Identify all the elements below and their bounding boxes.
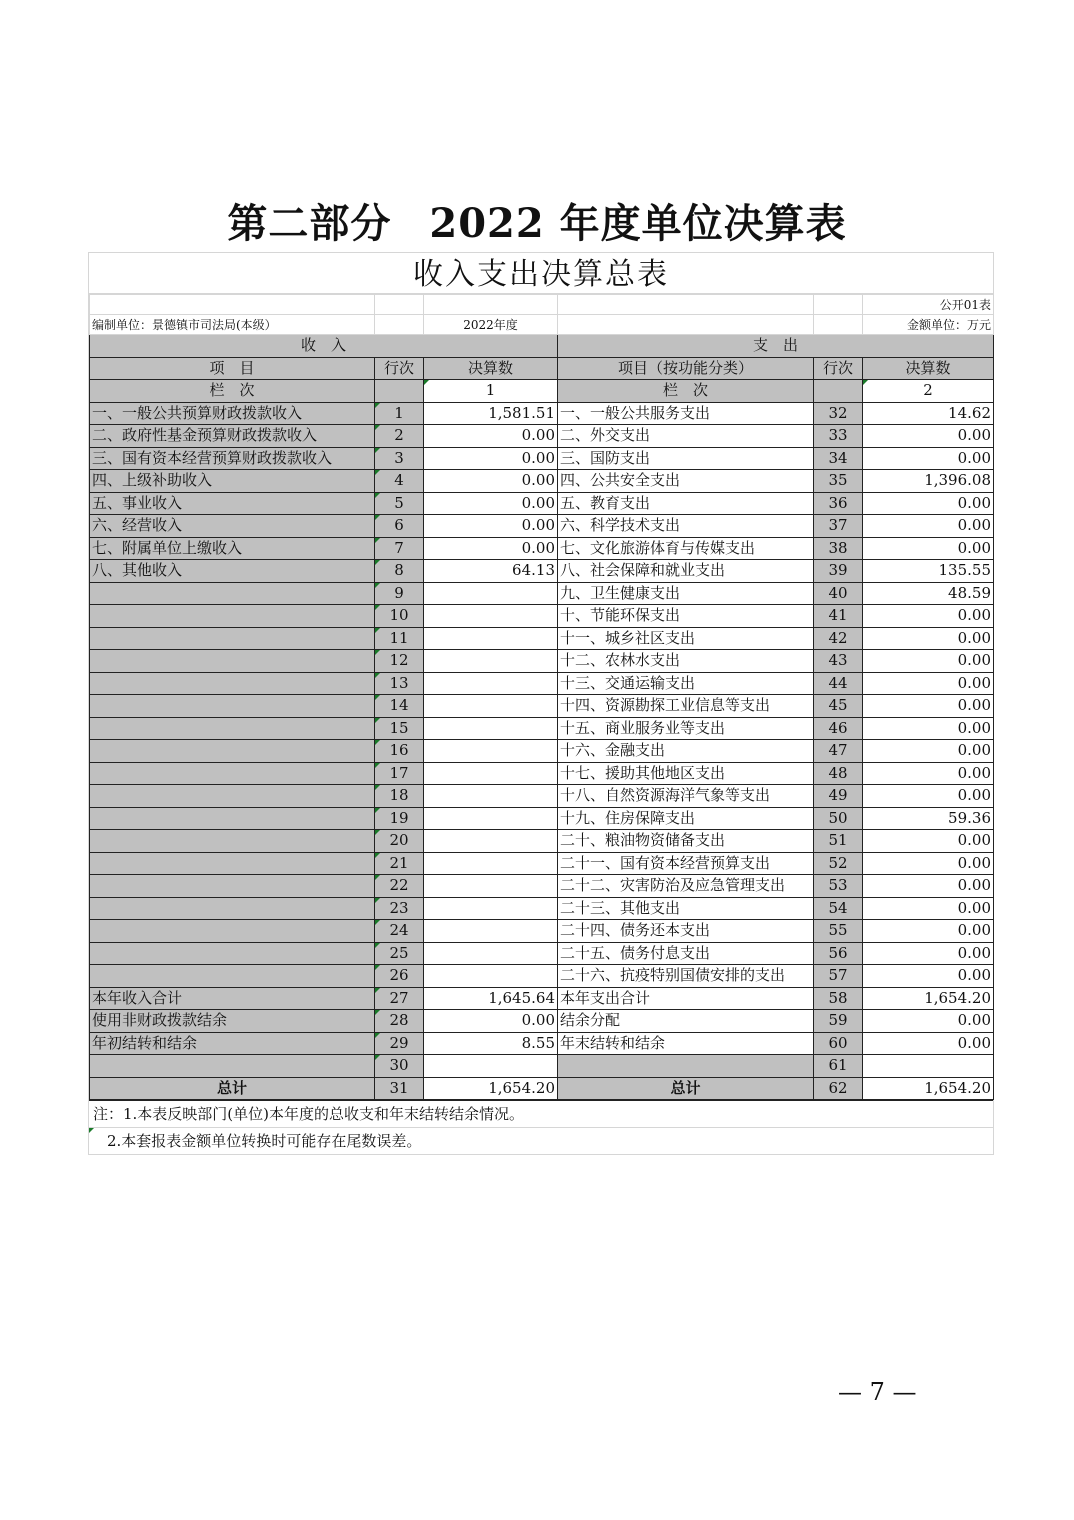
income-amount xyxy=(424,965,558,988)
table-row xyxy=(90,425,994,448)
expense-line: 49 xyxy=(814,785,863,808)
expense-amount: 0.00 xyxy=(863,425,994,448)
income-line: 28 xyxy=(375,1010,424,1033)
col-index-label-2: 栏 次 xyxy=(558,380,814,403)
income-item xyxy=(90,830,375,853)
income-line: 25 xyxy=(375,942,424,965)
table-row xyxy=(90,605,994,628)
expense-item: 十四、资源勘探工业信息等支出 xyxy=(558,695,814,718)
expense-line: 45 xyxy=(814,695,863,718)
col-index-label: 栏 次 xyxy=(90,380,375,403)
expense-total-label: 总计 xyxy=(558,1077,814,1100)
expense-amount: 0.00 xyxy=(863,492,994,515)
income-amount xyxy=(424,807,558,830)
income-item xyxy=(90,605,375,628)
income-line: 10 xyxy=(375,605,424,628)
col-index-expense: 2 xyxy=(863,380,994,403)
income-line: 24 xyxy=(375,920,424,943)
income-item xyxy=(90,717,375,740)
expense-amount: 0.00 xyxy=(863,785,994,808)
table-row xyxy=(90,672,994,695)
expense-item: 六、科学技术支出 xyxy=(558,515,814,538)
income-line: 26 xyxy=(375,965,424,988)
income-line: 17 xyxy=(375,762,424,785)
expense-line: 61 xyxy=(814,1055,863,1078)
expense-total-line: 62 xyxy=(814,1077,863,1100)
expense-line: 59 xyxy=(814,1010,863,1033)
expense-item: 十七、援助其他地区支出 xyxy=(558,762,814,785)
table-row xyxy=(90,537,994,560)
table-row xyxy=(90,402,994,425)
income-item xyxy=(90,740,375,763)
expense-amount: 1,654.20 xyxy=(863,987,994,1010)
expense-amount: 59.36 xyxy=(863,807,994,830)
table-row xyxy=(90,830,994,853)
expense-amount: 0.00 xyxy=(863,897,994,920)
income-amount: 8.55 xyxy=(424,1032,558,1055)
income-line: 30 xyxy=(375,1055,424,1078)
income-line: 23 xyxy=(375,897,424,920)
income-amount: 0.00 xyxy=(424,447,558,470)
income-header: 收 入 xyxy=(90,335,558,358)
table-row xyxy=(90,942,994,965)
income-line: 4 xyxy=(375,470,424,493)
col-line: 行次 xyxy=(375,357,424,380)
expense-line: 43 xyxy=(814,650,863,673)
income-item: 七、附属单位上缴收入 xyxy=(90,537,375,560)
income-line: 12 xyxy=(375,650,424,673)
expense-amount: 0.00 xyxy=(863,830,994,853)
expense-item: 一、一般公共服务支出 xyxy=(558,402,814,425)
income-line: 2 xyxy=(375,425,424,448)
expense-line: 38 xyxy=(814,537,863,560)
expense-amount: 0.00 xyxy=(863,740,994,763)
table-row xyxy=(90,492,994,515)
income-amount xyxy=(424,605,558,628)
income-line: 19 xyxy=(375,807,424,830)
income-item xyxy=(90,1055,375,1078)
income-amount: 1,581.51 xyxy=(424,402,558,425)
final-accounts-sheet xyxy=(88,252,994,1155)
table-row xyxy=(90,785,994,808)
income-line: 14 xyxy=(375,695,424,718)
income-line: 1 xyxy=(375,402,424,425)
income-item xyxy=(90,627,375,650)
table-row xyxy=(90,897,994,920)
expense-amount: 0.00 xyxy=(863,942,994,965)
income-line: 27 xyxy=(375,987,424,1010)
income-total-amount: 1,654.20 xyxy=(424,1077,558,1100)
income-line: 29 xyxy=(375,1032,424,1055)
expense-amount: 0.00 xyxy=(863,875,994,898)
table-row xyxy=(90,582,994,605)
compiling-unit: 编制单位：景德镇市司法局(本级） xyxy=(90,315,375,335)
expense-item: 年末结转和结余 xyxy=(558,1032,814,1055)
expense-line: 55 xyxy=(814,920,863,943)
income-item: 本年收入合计 xyxy=(90,987,375,1010)
info-row-unit xyxy=(90,315,994,335)
income-amount: 0.00 xyxy=(424,537,558,560)
table-row xyxy=(90,515,994,538)
table-row xyxy=(90,627,994,650)
column-index-row xyxy=(90,380,994,403)
income-line: 5 xyxy=(375,492,424,515)
income-amount xyxy=(424,1055,558,1078)
table-row xyxy=(90,740,994,763)
income-total-line: 31 xyxy=(375,1077,424,1100)
expense-line: 50 xyxy=(814,807,863,830)
expense-amount: 0.00 xyxy=(863,920,994,943)
expense-item: 十、节能环保支出 xyxy=(558,605,814,628)
expense-amount: 0.00 xyxy=(863,695,994,718)
income-line: 9 xyxy=(375,582,424,605)
table-row xyxy=(90,1010,994,1033)
income-expense-table xyxy=(89,294,994,1100)
income-amount xyxy=(424,830,558,853)
expense-line: 40 xyxy=(814,582,863,605)
expense-item: 二、外交支出 xyxy=(558,425,814,448)
income-item xyxy=(90,920,375,943)
income-item xyxy=(90,852,375,875)
col-index-income: 1 xyxy=(424,380,558,403)
income-line: 15 xyxy=(375,717,424,740)
table-row xyxy=(90,650,994,673)
expense-amount: 135.55 xyxy=(863,560,994,583)
expense-line: 57 xyxy=(814,965,863,988)
expense-line: 60 xyxy=(814,1032,863,1055)
income-amount xyxy=(424,942,558,965)
income-amount: 64.13 xyxy=(424,560,558,583)
income-amount xyxy=(424,875,558,898)
expense-line: 42 xyxy=(814,627,863,650)
expense-item: 二十二、灾害防治及应急管理支出 xyxy=(558,875,814,898)
expense-line: 47 xyxy=(814,740,863,763)
col-amount: 决算数 xyxy=(424,357,558,380)
table-row xyxy=(90,560,994,583)
income-line: 6 xyxy=(375,515,424,538)
note-1: 注：1.本表反映部门(单位)本年度的总收支和年末结转结余情况。 xyxy=(93,1105,525,1123)
income-line: 18 xyxy=(375,785,424,808)
table-row xyxy=(90,807,994,830)
table-row xyxy=(90,920,994,943)
income-amount: 1,645.64 xyxy=(424,987,558,1010)
table-row xyxy=(90,987,994,1010)
income-amount xyxy=(424,582,558,605)
table-row xyxy=(90,695,994,718)
table-row xyxy=(90,1032,994,1055)
expense-item: 十九、住房保障支出 xyxy=(558,807,814,830)
expense-amount: 0.00 xyxy=(863,965,994,988)
expense-item: 十六、金融支出 xyxy=(558,740,814,763)
part-label: 第二部分 xyxy=(227,200,392,247)
income-line: 22 xyxy=(375,875,424,898)
expense-line: 54 xyxy=(814,897,863,920)
income-item xyxy=(90,965,375,988)
income-line: 20 xyxy=(375,830,424,853)
expense-item: 十八、自然资源海洋气象等支出 xyxy=(558,785,814,808)
expense-line: 39 xyxy=(814,560,863,583)
income-item: 二、政府性基金预算财政拨款收入 xyxy=(90,425,375,448)
expense-line: 56 xyxy=(814,942,863,965)
note-2: 2.本套报表金额单位转换时可能存在尾数误差。 xyxy=(89,1127,993,1154)
expense-item: 本年支出合计 xyxy=(558,987,814,1010)
expense-item xyxy=(558,1055,814,1078)
income-item: 六、经营收入 xyxy=(90,515,375,538)
income-item: 一、一般公共预算财政拨款收入 xyxy=(90,402,375,425)
income-item xyxy=(90,942,375,965)
expense-item: 二十五、债务付息支出 xyxy=(558,942,814,965)
expense-line: 44 xyxy=(814,672,863,695)
expense-amount: 0.00 xyxy=(863,1032,994,1055)
income-amount xyxy=(424,672,558,695)
expense-line: 37 xyxy=(814,515,863,538)
expense-amount: 48.59 xyxy=(863,582,994,605)
expense-item: 二十、粮油物资储备支出 xyxy=(558,830,814,853)
income-amount: 0.00 xyxy=(424,492,558,515)
expense-item: 二十三、其他支出 xyxy=(558,897,814,920)
income-item xyxy=(90,650,375,673)
expense-item: 二十六、抗疫特别国债安排的支出 xyxy=(558,965,814,988)
expense-item: 五、教育支出 xyxy=(558,492,814,515)
expense-header: 支 出 xyxy=(558,335,994,358)
expense-item: 七、文化旅游体育与传媒支出 xyxy=(558,537,814,560)
expense-amount: 1,396.08 xyxy=(863,470,994,493)
table-row xyxy=(90,717,994,740)
expense-amount: 0.00 xyxy=(863,627,994,650)
income-item xyxy=(90,672,375,695)
income-total-label: 总计 xyxy=(90,1077,375,1100)
expense-line: 35 xyxy=(814,470,863,493)
expense-item: 十三、交通运输支出 xyxy=(558,672,814,695)
table-row xyxy=(90,875,994,898)
income-amount xyxy=(424,785,558,808)
expense-item: 四、公共安全支出 xyxy=(558,470,814,493)
column-header-row xyxy=(90,357,994,380)
income-amount xyxy=(424,852,558,875)
income-amount xyxy=(424,695,558,718)
income-amount: 0.00 xyxy=(424,1010,558,1033)
notes xyxy=(89,1100,993,1154)
income-line: 21 xyxy=(375,852,424,875)
expense-item: 二十四、债务还本支出 xyxy=(558,920,814,943)
income-item xyxy=(90,762,375,785)
income-amount: 0.00 xyxy=(424,515,558,538)
expense-line: 41 xyxy=(814,605,863,628)
income-item xyxy=(90,807,375,830)
expense-item: 三、国防支出 xyxy=(558,447,814,470)
expense-item: 结余分配 xyxy=(558,1010,814,1033)
income-amount xyxy=(424,627,558,650)
expense-item: 九、卫生健康支出 xyxy=(558,582,814,605)
expense-item: 十一、城乡社区支出 xyxy=(558,627,814,650)
expense-amount: 0.00 xyxy=(863,650,994,673)
expense-amount: 0.00 xyxy=(863,762,994,785)
expense-line: 53 xyxy=(814,875,863,898)
expense-amount: 0.00 xyxy=(863,537,994,560)
income-item: 五、事业收入 xyxy=(90,492,375,515)
page-number: — 7 — xyxy=(838,1378,917,1406)
expense-amount: 0.00 xyxy=(863,605,994,628)
income-line: 16 xyxy=(375,740,424,763)
income-line: 13 xyxy=(375,672,424,695)
income-item: 四、上级补助收入 xyxy=(90,470,375,493)
income-amount xyxy=(424,717,558,740)
table-row xyxy=(90,852,994,875)
expense-line: 48 xyxy=(814,762,863,785)
table-title: 收入支出决算总表 xyxy=(89,253,993,294)
table-row xyxy=(90,470,994,493)
table-row xyxy=(90,1055,994,1078)
col-line-2: 行次 xyxy=(814,357,863,380)
expense-amount xyxy=(863,1055,994,1078)
page-title xyxy=(0,192,1074,249)
table-row xyxy=(90,762,994,785)
form-code: 公开01表 xyxy=(863,295,994,315)
income-item xyxy=(90,582,375,605)
expense-amount: 0.00 xyxy=(863,717,994,740)
expense-amount: 0.00 xyxy=(863,672,994,695)
expense-line: 52 xyxy=(814,852,863,875)
expense-line: 36 xyxy=(814,492,863,515)
expense-item: 十二、农林水支出 xyxy=(558,650,814,673)
table-row xyxy=(90,965,994,988)
expense-amount: 0.00 xyxy=(863,1010,994,1033)
expense-line: 34 xyxy=(814,447,863,470)
income-amount xyxy=(424,920,558,943)
fiscal-year: 2022年度 xyxy=(424,315,558,335)
expense-line: 58 xyxy=(814,987,863,1010)
income-item: 三、国有资本经营预算财政拨款收入 xyxy=(90,447,375,470)
income-amount xyxy=(424,650,558,673)
expense-amount: 0.00 xyxy=(863,852,994,875)
info-row-form-code xyxy=(90,295,994,315)
expense-item: 八、社会保障和就业支出 xyxy=(558,560,814,583)
income-line: 7 xyxy=(375,537,424,560)
amount-unit: 金额单位：万元 xyxy=(863,315,994,335)
income-item xyxy=(90,897,375,920)
col-amount-2: 决算数 xyxy=(863,357,994,380)
col-item: 项 目 xyxy=(90,357,375,380)
expense-item: 十五、商业服务业等支出 xyxy=(558,717,814,740)
part-title-text: 2022 年度单位决算表 xyxy=(429,200,847,247)
income-amount xyxy=(424,740,558,763)
expense-line: 46 xyxy=(814,717,863,740)
income-item: 年初结转和结余 xyxy=(90,1032,375,1055)
income-line: 11 xyxy=(375,627,424,650)
expense-line: 33 xyxy=(814,425,863,448)
income-amount xyxy=(424,897,558,920)
expense-amount: 0.00 xyxy=(863,515,994,538)
expense-line: 51 xyxy=(814,830,863,853)
income-item: 使用非财政拨款结余 xyxy=(90,1010,375,1033)
expense-line: 32 xyxy=(814,402,863,425)
col-func-item: 项目（按功能分类） xyxy=(558,357,814,380)
income-amount: 0.00 xyxy=(424,425,558,448)
section-header-row xyxy=(90,335,994,358)
income-item xyxy=(90,785,375,808)
table-row xyxy=(90,447,994,470)
income-line: 3 xyxy=(375,447,424,470)
expense-amount: 0.00 xyxy=(863,447,994,470)
expense-total-amount: 1,654.20 xyxy=(863,1077,994,1100)
income-line: 8 xyxy=(375,560,424,583)
expense-item: 二十一、国有资本经营预算支出 xyxy=(558,852,814,875)
total-row xyxy=(90,1077,994,1100)
expense-amount: 14.62 xyxy=(863,402,994,425)
income-item xyxy=(90,875,375,898)
income-item: 八、其他收入 xyxy=(90,560,375,583)
income-amount: 0.00 xyxy=(424,470,558,493)
income-amount xyxy=(424,762,558,785)
income-item xyxy=(90,695,375,718)
